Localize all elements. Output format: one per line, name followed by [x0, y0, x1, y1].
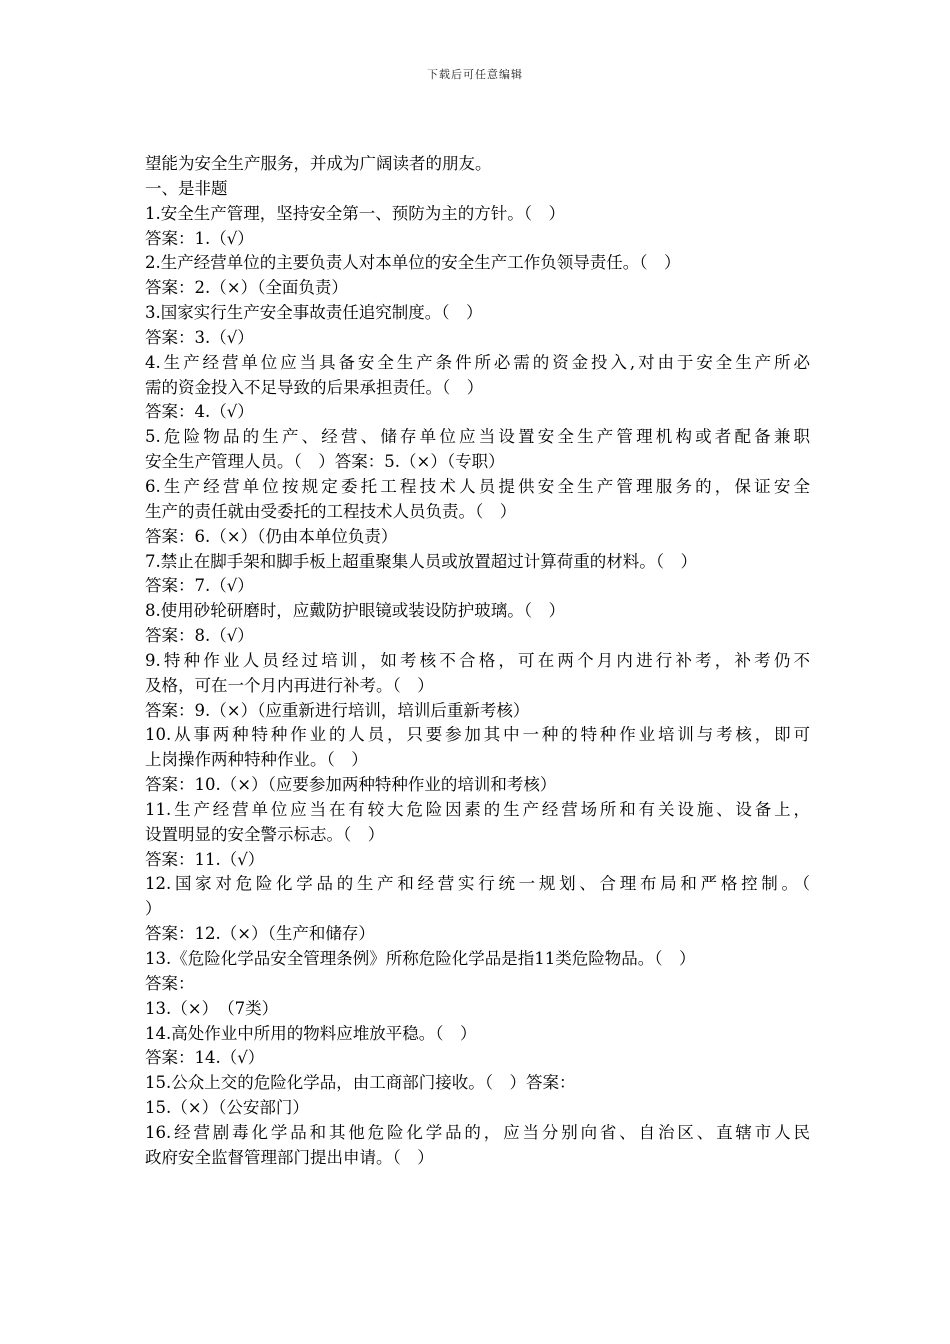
question-line: ） — [145, 899, 162, 919]
answer-line: 答案：4.（√） — [145, 402, 254, 422]
question-line: 11.生产经营单位应当在有较大危险因素的生产经营场所和有关设施、设备上， — [145, 799, 810, 819]
question-line: 安全生产管理人员。（ ）答案：5.（×）（专职） — [145, 452, 505, 472]
header-note: 下载后可任意编辑 — [427, 68, 523, 81]
question-line: 及格，可在一个月内再进行补考。（ ） — [145, 675, 434, 695]
answer-line: 答案：3.（√） — [145, 327, 254, 347]
question-line: 上岗操作两种特种作业。（ ） — [145, 750, 368, 770]
question-line: 9.特种作业人员经过培训，如考核不合格，可在两个月内进行补考，补考仍不 — [145, 650, 810, 670]
answer-line: 答案： — [145, 973, 195, 993]
question-line: 12.国家对危险化学品的生产和经营实行统一规划、合理布局和严格控制。（ — [145, 874, 810, 894]
answer-line: 答案：11.（√） — [145, 849, 265, 869]
question-line: 6.生产经营单位按规定委托工程技术人员提供安全生产管理服务的，保证安全 — [145, 476, 810, 496]
question-line: 3.国家实行生产安全事故责任追究制度。（ ） — [145, 303, 483, 323]
answer-line: 答案：1.（√） — [145, 228, 254, 248]
question-line: 14.高处作业中所用的物料应堆放平稳。（ ） — [145, 1023, 477, 1043]
question-line: 13.《危险化学品安全管理条例》所称危险化学品是指11类危险物品。（ ） — [145, 949, 696, 968]
answer-line: 答案：8.（√） — [145, 626, 254, 646]
section-heading: 一、是非题 — [145, 178, 228, 198]
answer-line: 15.（×）（公安部门） — [145, 1098, 309, 1118]
question-line: 4.生产经营单位应当具备安全生产条件所必需的资金投入,对由于安全生产所必 — [145, 352, 810, 372]
question-line: 5.危险物品的生产、经营、储存单位应当设置安全生产管理机构或者配备兼职 — [145, 427, 810, 447]
question-line: 16.经营剧毒化学品和其他危险化学品的，应当分别向省、自治区、直辖市人民 — [145, 1122, 810, 1142]
answer-line: 答案：10.（×）（应要参加两种特种作业的培训和考核） — [145, 775, 557, 795]
question-line: 8.使用砂轮研磨时，应戴防护眼镜或装设防护玻璃。（ ） — [145, 601, 565, 621]
answer-line: 答案：7.（√） — [145, 576, 254, 596]
question-line: 2.生产经营单位的主要负责人对本单位的安全生产工作负领导责任。（ ） — [145, 253, 681, 273]
answer-line: 答案：6.（×）（仍由本单位负责） — [145, 526, 398, 546]
question-line: 1.安全生产管理，坚持安全第一、预防为主的方针。（ ） — [145, 203, 565, 223]
question-line: 10.从事两种特种作业的人员，只要参加其中一种的特种作业培训与考核，即可 — [145, 725, 810, 745]
question-line: 设置明显的安全警示标志。（ ） — [145, 824, 385, 844]
question-line: 政府安全监督管理部门提出申请。（ ） — [145, 1147, 434, 1167]
document-body — [145, 152, 810, 1171]
question-line: 7.禁止在脚手架和脚手板上超重聚集人员或放置超过计算荷重的材料。（ ） — [145, 551, 697, 571]
question-line: 需的资金投入不足导致的后果承担责任。（ ） — [145, 377, 484, 397]
answer-line: 答案：14.（√） — [145, 1048, 265, 1068]
question-line: 生产的责任就由受委托的工程技术人员负责。（ ） — [145, 501, 517, 521]
answer-line: 13.（×） （7类） — [145, 998, 279, 1018]
answer-line: 答案：12.（×）（生产和储存） — [145, 924, 375, 944]
question-line: 15.公众上交的危险化学品，由工商部门接收。（ ）答案： — [145, 1073, 576, 1093]
answer-line: 答案：9.（×）（应重新进行培训，培训后重新考核） — [145, 700, 530, 720]
text-line: 望能为安全生产服务，并成为广阔读者的朋友。 — [145, 154, 492, 173]
answer-line: 答案：2.（×）（全面负责） — [145, 278, 348, 298]
